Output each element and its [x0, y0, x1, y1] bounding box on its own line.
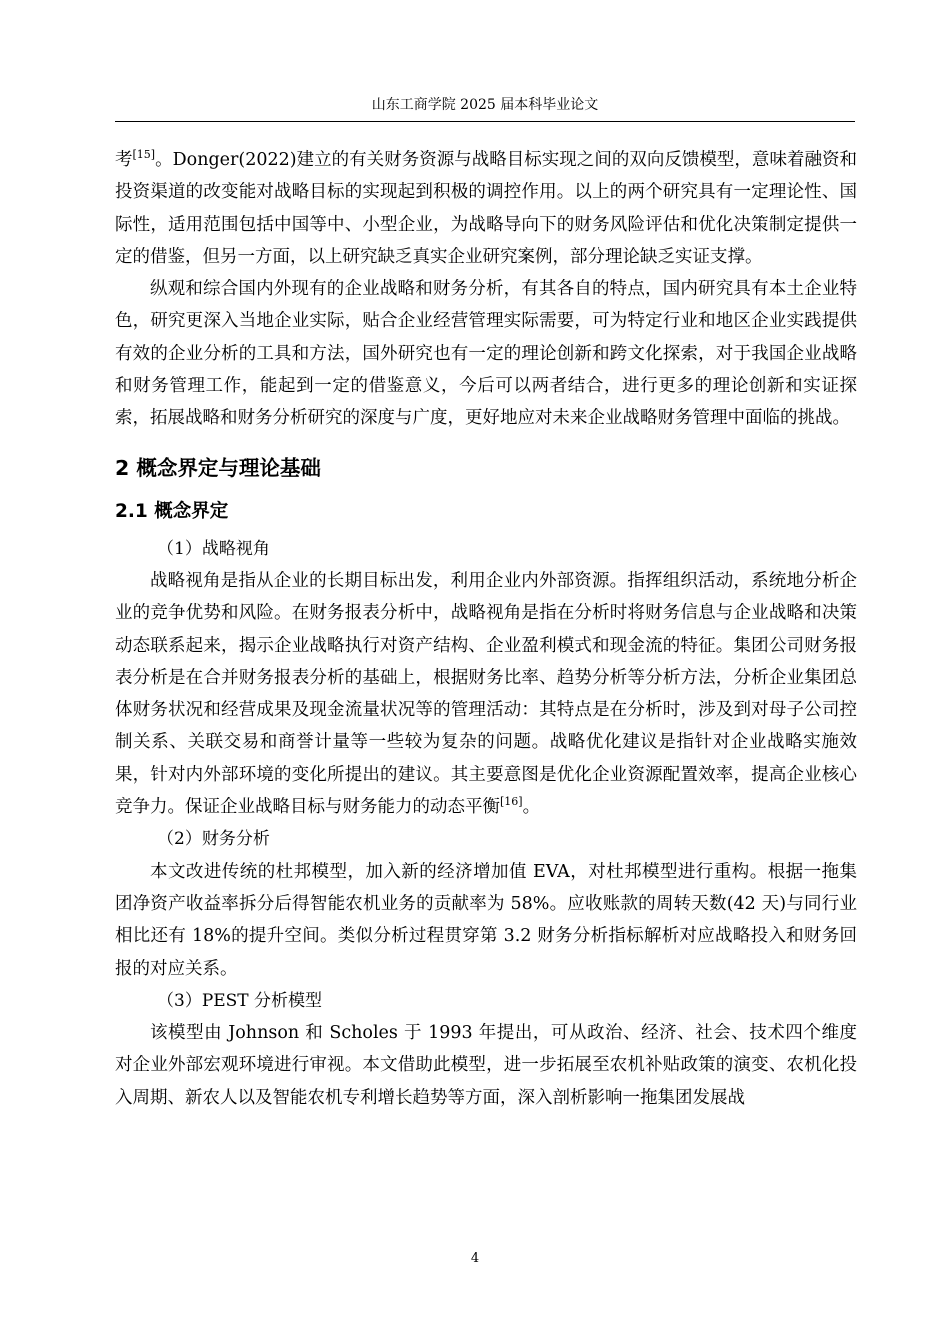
page-number: 4: [470, 1251, 480, 1266]
page-header: 山东工商学院 2025 届本科毕业论文: [371, 97, 599, 113]
page-body: [115, 144, 857, 1114]
paragraph-continuation: [115, 144, 857, 273]
header-rule: [115, 121, 855, 122]
paragraph-text: 。Donger(2022)建立的有关财务资源与战略目标实现之间的双向反馈模型，意味着融资和投资渠道的改变能对战略目标的实现起到积极的调控作用。以上的两个研究具有一定理论性、国际性，适用范围包括中国等中、小型企业，为战略导向下的财务风险评估和优化决策制定提供一定的借鉴，但另一方面，以上研究缺乏真实企业研究案例，部分理论缺乏实证支撑。: [115, 150, 857, 267]
paragraph-text: 考: [115, 150, 133, 170]
subsection-heading: 2.1 概念界定: [115, 500, 229, 522]
paragraph-summary: 纵观和综合国内外现有的企业战略和财务分析，有其各自的特点，国内研究具有本土企业特色，研究更深入当地企业实际，贴合企业经营管理实际需要，可为特定行业和地区企业实践提供有效的企业分析的工具和方法，国外研究也有一定的理论创新和跨文化探索，对于我国企业战略和财务管理工作，能起到一定的借鉴意义，今后可以两者结合，进行更多的理论创新和实证探索，拓展战略和财务分析研究的深度与广度，更好地应对未来企业战略财务管理中面临的挑战。: [115, 279, 857, 429]
paragraph-financial-analysis: 本文改进传统的杜邦模型，加入新的经济增加值 EVA，对杜邦模型进行重构。根据一拖集团净资产收益率拆分后得智能农机业务的贡献率为 58%。应收账款的周转天数(42 天)与同行业相比还有 18%的提升空间。类似分析过程贯穿第 3.2 财务分析指标解析对应战略投入和财务回报的对应关系。: [115, 861, 857, 979]
paragraph-strategy-perspective: [115, 565, 857, 823]
list-item-financial-analysis: （2）财务分析: [157, 829, 270, 850]
paragraph-text: 。: [522, 797, 541, 818]
paragraph-pest-model: 该模型由 Johnson 和 Scholes 于 1993 年提出，可从政治、经济、社会、技术四个维度对企业外部宏观环境进行审视。本文借助此模型，进一步拓展至农机补贴政策的演变、农机化投入周期、新农人以及智能农机专利增长趋势等方面，深入剖析影响一拖集团发展战: [115, 1023, 857, 1108]
list-item-strategy-perspective: （1）战略视角: [157, 538, 270, 559]
citation-ref: [15]: [132, 148, 156, 161]
paragraph-text: 战略视角是指从企业的长期目标出发，利用企业内外部资源。指挥组织活动，系统地分析企业的竞争优势和风险。在财务报表分析中，战略视角是指在分析时将财务信息与企业战略和决策动态联系起来，揭示企业战略执行对资产结构、企业盈利模式和现金流的特征。集团公司财务报表分析是在合并财务报表分析的基础上，根据财务比率、趋势分析等分析方法，分析企业集团总体财务状况和经营成果及现金流量状况等的管理活动：其特点是在分析时，涉及到对母子公司控制关系、关联交易和商誉计量等一些较为复杂的问题。战略优化建议是指针对企业战略实施效果，针对内外部环境的变化所提出的建议。其主要意图是优化企业资源配置效率，提高企业核心竞争力。保证企业战略目标与财务能力的动态平衡: [115, 570, 857, 818]
section-heading: 2 概念界定与理论基础: [115, 455, 321, 480]
list-item-pest-model: （3）PEST 分析模型: [157, 990, 323, 1011]
citation-ref: [16]: [500, 795, 523, 809]
